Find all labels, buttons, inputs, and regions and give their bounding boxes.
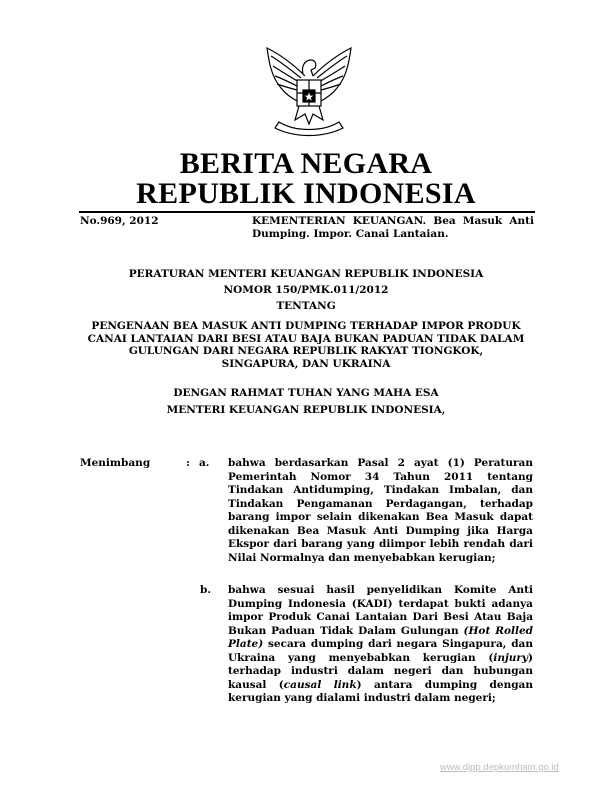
garuda-emblem-icon [255, 36, 363, 144]
regulation-issuer: PERATURAN MENTERI KEUANGAN REPUBLIK INDONESIA [128, 268, 484, 280]
subject-line: CANAI LANTAIAN DARI BESI ATAU BAJA BUKAN PADUAN TIDAK DALAM [87, 332, 525, 345]
gazette-number: No.969, 2012 [80, 215, 159, 227]
subject-line: SINGAPURA, DAN UKRAINA [221, 357, 391, 370]
considerations-colon: : [186, 457, 190, 469]
preamble-line1: DENGAN RAHMAT TUHAN YANG MAHA ESA [173, 387, 439, 399]
consideration-item-a: bahwa berdasarkan Pasal 2 ayat (1) Peraturan Pemerintah Nomor 34 Tahun 2011 tentang Tindakan Antidumping, Tindakan Imbalan, dan Tindakan Pengamanan Perdagangan, terhadap barang impor selain dikenakan Bea Masuk dapat dikenakan Bea Masuk Anti Dumping jika Harga Ekspor dari barang yang diimpor lebih rendah dari Nilai Normalnya dan menyebabkan kerugian; [228, 457, 533, 564]
regulation-about: TENTANG [276, 300, 336, 312]
item-b-text: bahwa sesuai hasil penyelidikan Komite Anti Dumping Indonesia (KADI) terdapat bukti adanya impor Produk Canai Lantaian Dari Besi Atau Baja Bukan Paduan Tidak Dalam Gulungan [228, 584, 533, 637]
regulation-number: NOMOR 150/PMK.011/2012 [223, 284, 389, 296]
footer-url-link[interactable]: www.djpp.depkumham.go.id [440, 762, 559, 773]
considerations-label: Menimbang [80, 457, 151, 469]
item-letter-b: b. [200, 584, 211, 596]
subject-line: GULUNGAN DARI NEGARA REPUBLIK RAKYAT TIONGKOK, [128, 345, 484, 357]
item-b-text: ) terhadap industri dalam negeri dan hubungan kausal ( [228, 651, 533, 691]
item-letter-a: a. [199, 457, 210, 469]
item-b-text: secara dumping dari negara Singapura, dan Ukraina yang menyebabkan kerugian ( [228, 638, 533, 664]
gazette-description: KEMENTERIAN KEUANGAN. Bea Masuk Anti Dumping. Impor. Canai Lantaian. [252, 215, 534, 240]
preamble [70, 385, 542, 419]
item-b-italic-term: injury [493, 651, 529, 664]
item-b-italic-term: (Hot Rolled Plate) [228, 624, 533, 650]
consideration-item-b [228, 584, 533, 706]
preamble-line2: MENTERI KEUANGAN REPUBLIK INDONESIA, [166, 404, 446, 416]
publication-title-line2: REPUBLIK INDONESIA [136, 177, 476, 210]
item-b-italic-term: causal link [283, 678, 357, 691]
regulation-subject [70, 320, 542, 370]
header-divider [79, 211, 535, 213]
item-b-text: ) antara dumping dengan kerugian yang dialami industri dalam negeri; [228, 678, 533, 704]
publication-title-line1: BERITA NEGARA [179, 147, 433, 180]
subject-line: PENGENAAN BEA MASUK ANTI DUMPING TERHADAP IMPOR PRODUK [91, 320, 521, 332]
regulation-heading [70, 266, 542, 314]
